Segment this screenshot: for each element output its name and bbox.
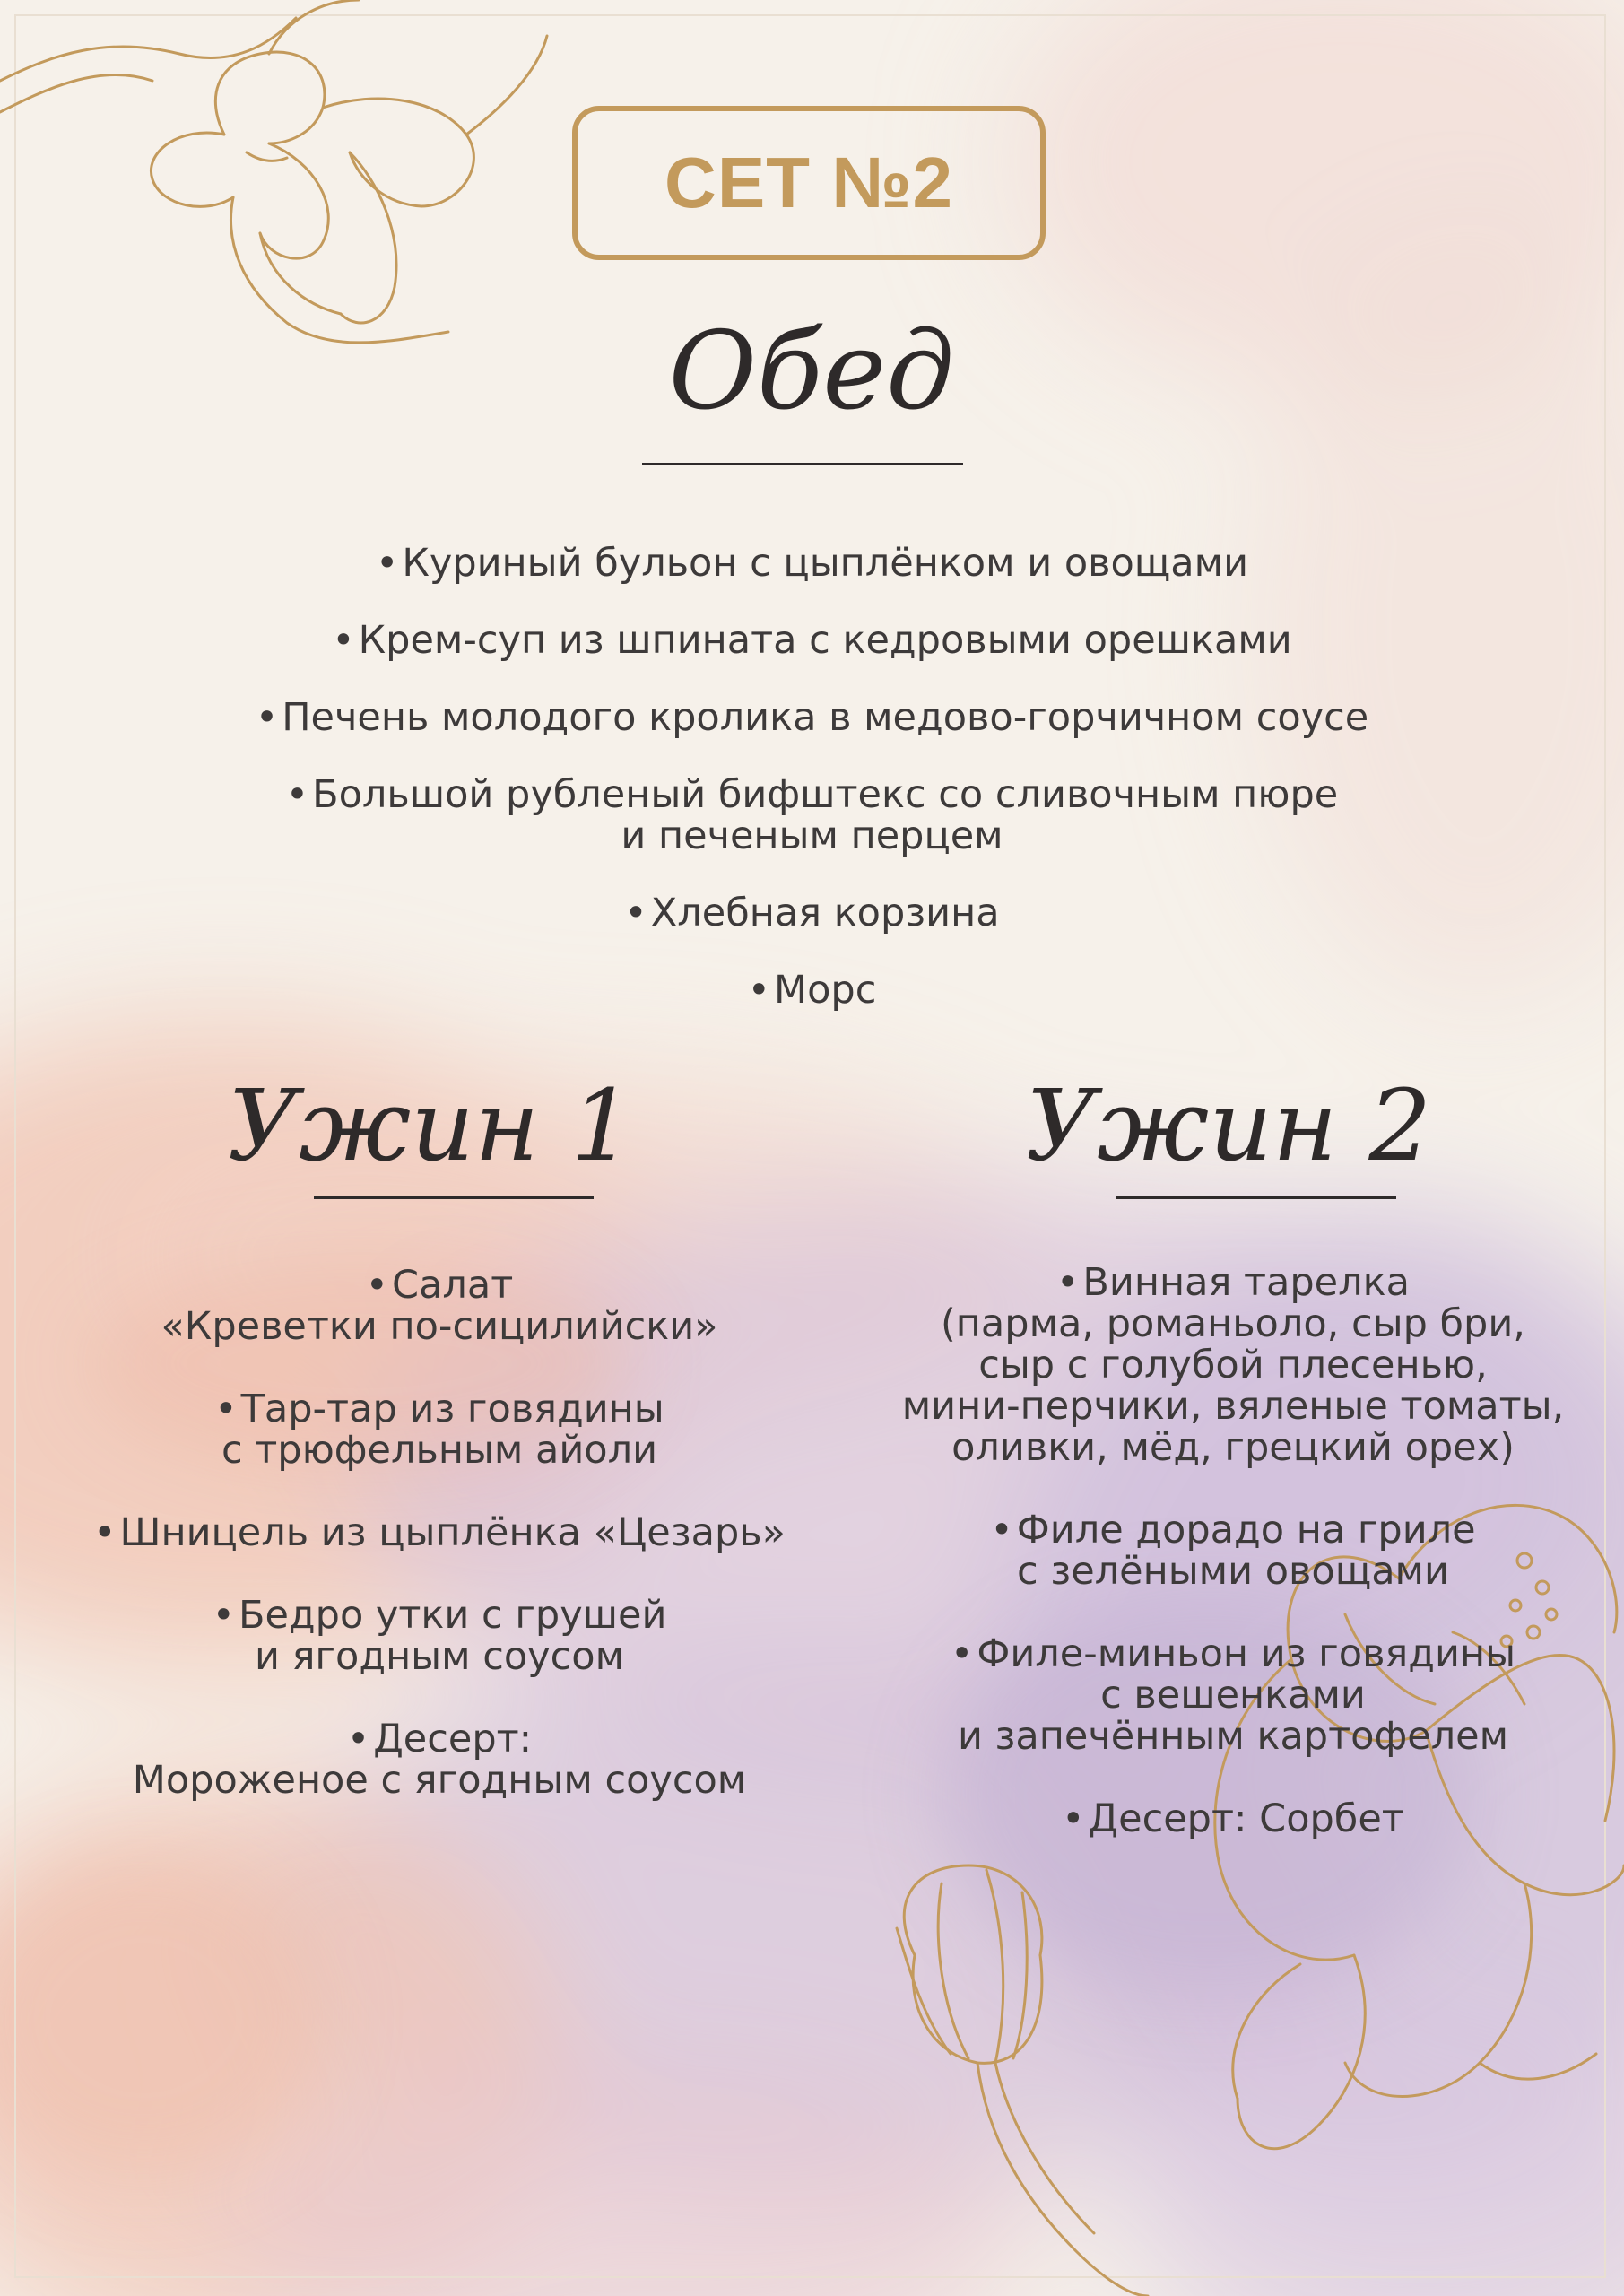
menu-item-text: Винная тарелка: [1082, 1260, 1410, 1305]
menu-item: [861, 1798, 1605, 1839]
bullet-icon: •: [375, 541, 399, 586]
dinner2-heading-underline: [1116, 1196, 1396, 1199]
menu-item-text: Большой рубленый бифштекс со сливочным пюре: [312, 772, 1339, 817]
lunch-menu: [161, 543, 1463, 1011]
set-title-badge: [572, 106, 1046, 260]
menu-item: [36, 1718, 843, 1801]
bullet-icon: •: [332, 618, 355, 663]
bullet-icon: •: [255, 695, 279, 740]
menu-item: [161, 697, 1463, 738]
menu-item-text: с трюфельным айоли: [221, 1428, 658, 1473]
menu-item-text: и печеным перцем: [621, 813, 1003, 858]
menu-item: [36, 1595, 843, 1677]
menu-item-text: Тар-тар из говядины: [240, 1387, 664, 1431]
menu-item-text: (парма, романьоло, сыр бри,: [941, 1301, 1525, 1346]
menu-item: [861, 1509, 1605, 1592]
menu-item-text: Филе дорадо на гриле: [1016, 1508, 1476, 1552]
menu-item-text: Мороженое с ягодным соусом: [132, 1758, 747, 1803]
dinner2-heading: Ужин 2: [1025, 1068, 1432, 1183]
bullet-icon: •: [950, 1631, 974, 1676]
menu-item-text: с вешенками: [1100, 1673, 1366, 1718]
menu-item-text: и запечённым картофелем: [957, 1714, 1509, 1759]
menu-item-text: с зелёными овощами: [1017, 1549, 1449, 1594]
bullet-icon: •: [212, 1593, 235, 1638]
menu-item-text: «Креветки по-сицилийски»: [161, 1304, 718, 1349]
menu-item-text: Десерт: Сорбет: [1088, 1796, 1404, 1841]
bullet-icon: •: [990, 1508, 1013, 1552]
menu-item-text: Морс: [774, 968, 877, 1013]
menu-item: [36, 1265, 843, 1347]
bullet-icon: •: [365, 1263, 389, 1308]
menu-item: [161, 620, 1463, 661]
bullet-icon: •: [93, 1510, 117, 1555]
dinner1-menu: [36, 1265, 843, 1801]
menu-item: [861, 1633, 1605, 1757]
menu-item: [161, 774, 1463, 857]
menu-item-text: оливки, мёд, грецкий орех): [951, 1425, 1515, 1470]
bullet-icon: •: [747, 968, 770, 1013]
menu-item-text: Шницель из цыплёнка «Цезарь»: [119, 1510, 786, 1555]
bullet-icon: •: [346, 1717, 370, 1761]
bullet-icon: •: [624, 891, 647, 935]
menu-item-text: Печень молодого кролика в медово-горчичном соусе: [282, 695, 1369, 740]
menu-item: [861, 1262, 1605, 1468]
menu-item-text: Десерт:: [373, 1717, 533, 1761]
menu-item: [161, 543, 1463, 584]
bullet-icon: •: [214, 1387, 238, 1431]
dinner1-heading: Ужин 1: [227, 1068, 634, 1183]
lunch-heading: Обед: [668, 309, 955, 434]
menu-item: [161, 970, 1463, 1011]
bullet-icon: •: [285, 772, 309, 817]
menu-item: [36, 1512, 843, 1553]
menu-item-text: мини-перчики, вяленые томаты,: [901, 1384, 1565, 1429]
menu-item-text: сыр с голубой плесенью,: [978, 1343, 1488, 1387]
menu-item-text: Куриный бульон с цыплёнком и овощами: [402, 541, 1249, 586]
menu-item-text: и ягодным соусом: [254, 1634, 625, 1679]
menu-item: [161, 892, 1463, 934]
menu-item-text: Хлебная корзина: [650, 891, 1000, 935]
dinner1-heading-underline: [314, 1196, 594, 1199]
menu-item-text: Салат: [392, 1263, 514, 1308]
set-title: СЕТ №2: [664, 143, 953, 222]
menu-item: [36, 1388, 843, 1471]
lunch-heading-underline: [642, 463, 963, 465]
menu-item-text: Крем-суп из шпината с кедровыми орешками: [358, 618, 1292, 663]
bullet-icon: •: [1062, 1796, 1085, 1841]
bullet-icon: •: [1056, 1260, 1080, 1305]
menu-item-text: Бедро утки с грушей: [238, 1593, 667, 1638]
dinner2-menu: [861, 1262, 1605, 1839]
menu-item-text: Филе-миньон из говядины: [977, 1631, 1516, 1676]
